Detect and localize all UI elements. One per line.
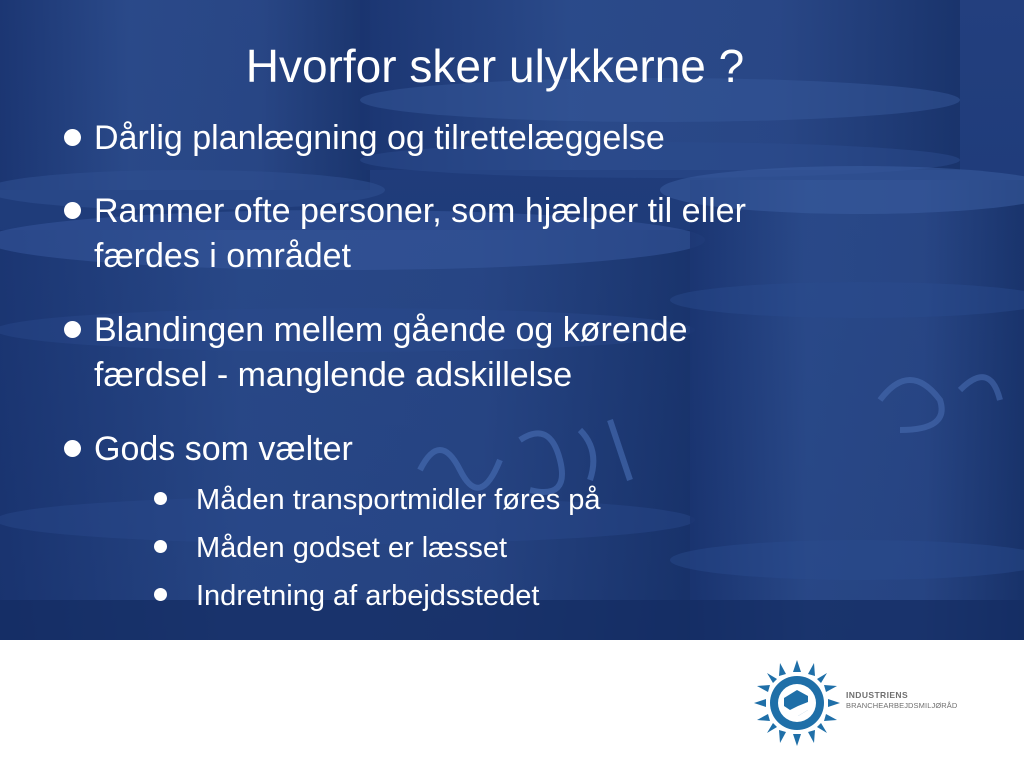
bullet-text: Dårlig planlægning og tilrettelæggelse: [94, 119, 665, 157]
organization-logo-icon: [752, 658, 842, 748]
logo-text-line-1: INDUSTRIENS: [846, 690, 909, 700]
sub-bullet-item: [196, 576, 539, 616]
bullet-dot-icon: [64, 440, 81, 457]
sub-bullet-text: Måden transportmidler føres på: [196, 484, 601, 516]
bullet-text: Rammer ofte personer, som hjælper til eller: [94, 192, 746, 230]
bullet-text-continuation: færdes i området: [94, 237, 351, 275]
sub-bullet-text: Indretning af arbejdsstedet: [196, 580, 540, 612]
bullet-text: Gods som vælter: [94, 430, 353, 468]
bullet-text-continuation: færdsel - manglende adskillelse: [94, 356, 573, 394]
bullet-dot-icon: [64, 129, 81, 146]
bullet-text: Blandingen mellem gående og kørende: [94, 311, 688, 349]
sub-bullet-item: [196, 528, 507, 568]
bullet-item: [94, 189, 746, 279]
sub-bullet-dot-icon: [154, 588, 167, 601]
logo-text-line-2: BRANCHEARBEJDSMILJØRÅD: [846, 701, 958, 710]
sub-bullet-dot-icon: [154, 540, 167, 553]
slide-title: Hvorfor sker ulykkerne ?: [245, 40, 745, 92]
sub-bullet-text: Måden godset er læsset: [196, 532, 508, 564]
bullet-item: [94, 427, 353, 472]
logo-wordmark: [846, 690, 957, 711]
sub-bullet-item: [196, 480, 601, 520]
sub-bullet-dot-icon: [154, 492, 167, 505]
bullet-dot-icon: [64, 321, 81, 338]
bullet-item: [94, 308, 688, 398]
bullet-item: [94, 116, 665, 161]
bullet-dot-icon: [64, 202, 81, 219]
